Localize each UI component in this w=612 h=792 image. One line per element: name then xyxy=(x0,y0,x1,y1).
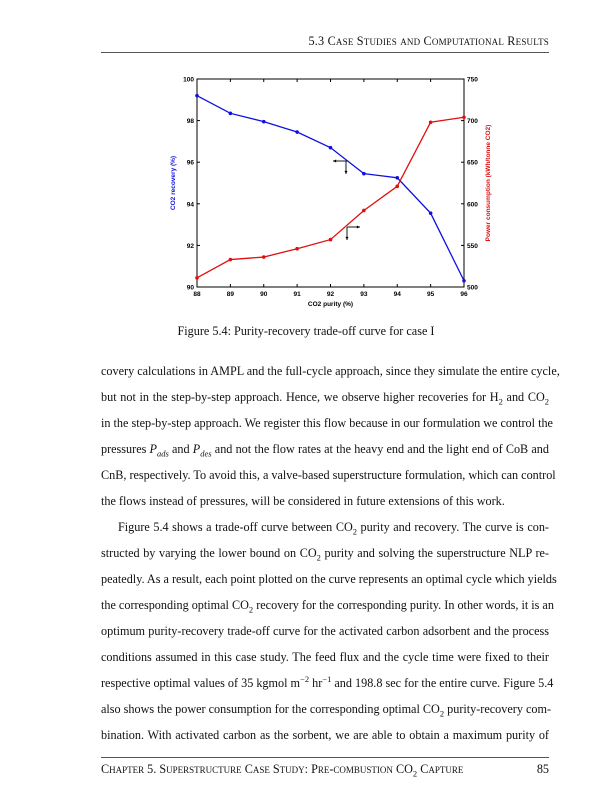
y-left-tick-label: 98 xyxy=(186,118,194,126)
arrow-right-icon-head xyxy=(357,225,360,228)
text-line xyxy=(101,493,549,509)
text-span: 2 xyxy=(316,552,321,563)
arrow-left-icon-head xyxy=(333,159,336,162)
text-span: covery calculations in AMPL and the full-cycle approach, since they simulate the entire cycle, xyxy=(101,364,560,378)
plot-frame xyxy=(197,79,464,287)
page-number: 85 xyxy=(536,762,549,776)
data-point xyxy=(362,209,366,213)
figure-caption: Figure 5.4: Purity-recovery trade-off curve for case I xyxy=(177,324,435,338)
text-span: 2 xyxy=(544,396,550,407)
x-tick-label: 93 xyxy=(360,291,368,298)
text-line xyxy=(101,467,556,483)
text-span: hr xyxy=(309,676,323,690)
y-right-tick-label: 650 xyxy=(467,159,478,167)
text-span: conditions assumed in this case study. The feed flux and the cycle time were fixed to their xyxy=(101,650,549,664)
data-point xyxy=(429,120,433,124)
data-point xyxy=(295,130,299,134)
x-tick-label: 90 xyxy=(260,291,268,298)
y-left-tick-label: 100 xyxy=(183,76,194,84)
text-span: P xyxy=(192,442,201,456)
text-span: optimum purity-recovery trade-off curve for the activated carbon adsorbent and the process xyxy=(101,624,549,638)
text-line xyxy=(101,519,549,535)
data-point xyxy=(229,112,233,116)
text-span: and xyxy=(168,442,193,456)
x-tick-label: 96 xyxy=(460,291,468,298)
data-point xyxy=(195,94,199,98)
text-span: structed by varying the lower bound on CO xyxy=(101,546,317,560)
text-span: also shows the power consumption for the corresponding optimal CO xyxy=(101,702,440,716)
y-right-tick-label: 500 xyxy=(467,284,478,292)
x-axis-label: CO2 purity (%) xyxy=(307,301,354,308)
text-span: 2 xyxy=(439,708,445,719)
text-span: purity and recovery. The curve is con- xyxy=(357,520,549,534)
y-left-tick-label: 94 xyxy=(186,201,194,209)
text-span: peatedly. As a result, each point plotted on the curve represents an optimal cycle which yields xyxy=(101,572,557,586)
y-left-tick-label: 96 xyxy=(186,159,194,167)
text-line xyxy=(101,545,549,561)
footer-chapter-text: Chapter 5. Superstructure Case Study: Pre-combustion CO xyxy=(101,762,413,776)
text-line xyxy=(101,571,557,587)
y-left-tick-label: 92 xyxy=(186,242,194,250)
text-span: 2 xyxy=(352,526,358,537)
text-line xyxy=(101,623,549,639)
text-span: recovery for the corresponding purity. In other words, it is an xyxy=(253,598,554,612)
text-span: des xyxy=(200,448,212,459)
text-span: ads xyxy=(157,448,169,459)
series-line-power xyxy=(197,117,464,278)
text-line xyxy=(101,363,560,379)
text-span: 2 xyxy=(248,604,254,615)
footer-chapter-sub: 2 xyxy=(412,768,418,779)
text-line xyxy=(101,441,549,457)
text-span: and not the flow rates at the heavy end and the light end of CoB and xyxy=(211,442,549,456)
text-span: the corresponding optimal CO xyxy=(101,598,249,612)
y-left-axis-label: CO2 recovery (%) xyxy=(170,155,177,211)
text-line xyxy=(101,389,549,405)
data-point xyxy=(262,120,266,124)
data-point xyxy=(462,115,466,119)
text-span: and 198.8 sec for the entire curve. Figure 5.4 xyxy=(331,676,554,690)
text-span: the flows instead of pressures, will be considered in future extensions of this work. xyxy=(101,494,505,508)
text-span: CnB, respectively. To avoid this, a valve-based superstructure formulation, which can control xyxy=(101,468,556,482)
data-point xyxy=(295,247,299,251)
data-point xyxy=(329,238,333,242)
text-span: purity-recovery com- xyxy=(444,702,552,716)
text-span: and CO xyxy=(502,390,545,404)
text-span: Figure 5.4 shows a trade-off curve between CO xyxy=(118,520,353,534)
text-span: purity and solving the superstructure NLP re- xyxy=(320,546,549,560)
data-point xyxy=(229,258,233,262)
series-line-recovery xyxy=(197,96,464,281)
text-span: respective optimal values of 35 kgmol m xyxy=(101,676,301,690)
text-line xyxy=(101,415,553,431)
text-span: −1 xyxy=(322,673,332,684)
y-left-tick-label: 90 xyxy=(186,284,194,292)
data-point xyxy=(429,211,433,215)
y-right-tick-label: 600 xyxy=(467,201,478,209)
footer-chapter-end: Capture xyxy=(417,762,464,776)
text-span: in the step-by-step approach. We register this flow because in our formulation we control the xyxy=(101,416,553,430)
purity-recovery-chart xyxy=(0,0,612,320)
footer-chapter xyxy=(101,762,463,777)
y-right-tick-label: 550 xyxy=(467,242,478,250)
text-line xyxy=(101,701,552,719)
running-footer xyxy=(101,762,549,777)
text-span: P xyxy=(149,442,157,456)
data-point xyxy=(329,146,333,150)
x-tick-label: 88 xyxy=(193,291,201,298)
text-span: −2 xyxy=(300,673,310,684)
y-right-tick-label: 750 xyxy=(467,76,478,84)
text-line xyxy=(101,727,549,743)
footer-rule xyxy=(101,757,549,758)
running-header: 5.3 Case Studies and Computational Results xyxy=(308,34,549,48)
x-tick-label: 95 xyxy=(427,291,435,298)
x-tick-label: 92 xyxy=(326,291,335,298)
text-line xyxy=(101,597,554,615)
y-right-axis-label: Power consumption (kWh/tonne CO2) xyxy=(485,124,492,242)
arrow-down-icon-head xyxy=(344,171,347,174)
x-tick-label: 94 xyxy=(393,291,401,298)
data-point xyxy=(195,276,199,280)
x-tick-label: 89 xyxy=(226,291,234,298)
data-point xyxy=(262,255,266,259)
data-point xyxy=(395,176,399,180)
data-point xyxy=(462,279,466,283)
y-right-tick-label: 700 xyxy=(467,118,478,126)
x-tick-label: 91 xyxy=(293,291,301,298)
text-span: 2 xyxy=(498,396,503,407)
text-span: pressures xyxy=(101,442,150,456)
text-span: bination. With activated carbon as the sorbent, we are able to obtain a maximum purity of xyxy=(101,728,549,742)
data-point xyxy=(362,172,366,176)
text-line xyxy=(101,673,554,691)
data-point xyxy=(395,185,399,189)
text-line xyxy=(101,649,549,665)
arrow-down-icon-head xyxy=(345,237,348,240)
text-span: but not in the step-by-step approach. Hence, we observe higher recoveries for H xyxy=(101,390,499,404)
